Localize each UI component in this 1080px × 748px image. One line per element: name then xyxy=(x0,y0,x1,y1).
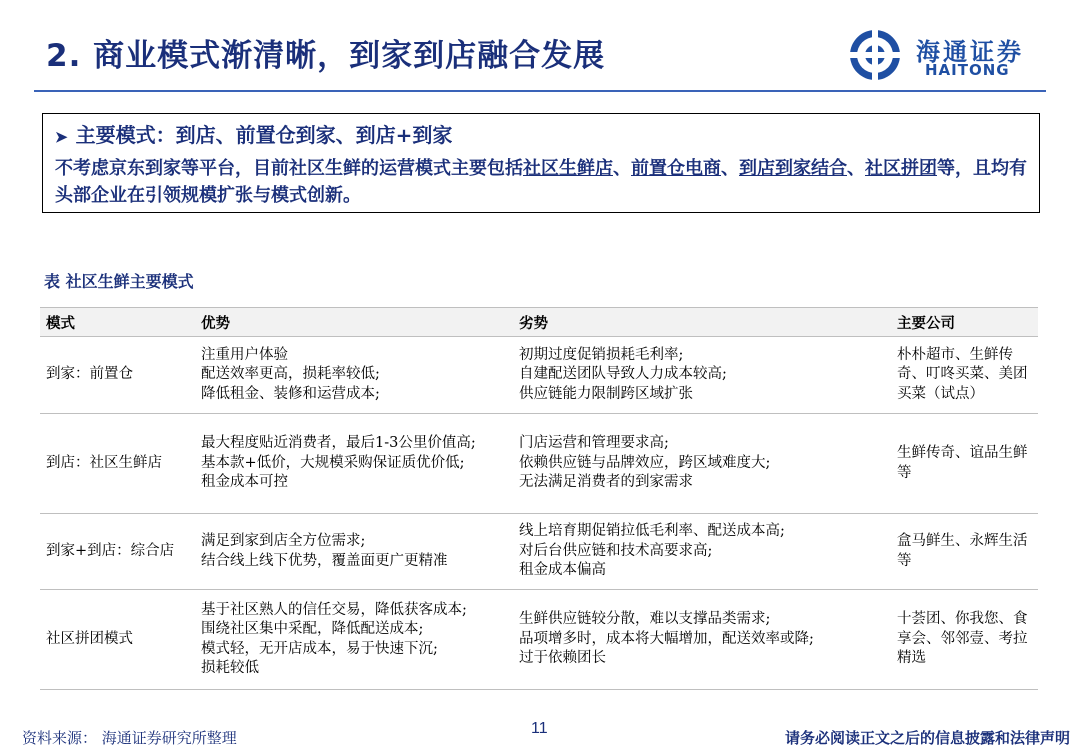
cons-line: 依赖供应链与品牌效应，跨区域难度大; xyxy=(519,454,771,471)
column-header: 主要公司 xyxy=(891,308,1038,337)
cons-line: 无法满足消费者的到家需求 xyxy=(519,474,693,491)
table-row xyxy=(40,414,1038,514)
cons-line: 生鲜供应链较分散，难以支撑品类需求; xyxy=(519,611,771,628)
summary-link-front-warehouse: 前置仓电商 xyxy=(631,158,721,179)
bullet-arrow-icon: ➤ xyxy=(55,128,68,146)
cons-line: 门店运营和管理要求高; xyxy=(519,435,669,452)
pros-line: 损耗较低 xyxy=(201,660,259,676)
summary-text xyxy=(55,155,1027,209)
companies-cell: 十荟团、你我您、食享会、邻邻壹、考拉精选 xyxy=(891,590,1038,690)
summary-segment: 、 xyxy=(721,158,739,179)
cons-line: 供应链能力限制跨区域扩张 xyxy=(519,385,693,402)
disclaimer-note: 请务必阅读正文之后的信息披露和法律声明 xyxy=(784,729,1070,747)
pros-line: 基本款+低价，大规模采购保证质优价低; xyxy=(201,454,465,471)
pros-cell xyxy=(195,414,513,514)
table-caption: 表 社区生鲜主要模式 xyxy=(44,272,194,291)
summary-link-community-store: 社区生鲜店 xyxy=(523,158,613,179)
column-header: 优势 xyxy=(195,308,513,337)
table-row xyxy=(40,514,1038,590)
page-number: 11 xyxy=(531,720,548,737)
haitong-logo-icon xyxy=(848,28,902,82)
mode-cell: 社区拼团模式 xyxy=(40,590,195,690)
summary-segment: 、 xyxy=(847,158,865,179)
pros-cell xyxy=(195,337,513,414)
logo-chinese-name: 海通证券 xyxy=(916,38,1024,66)
cons-cell xyxy=(513,590,891,690)
companies-cell: 生鲜传奇、谊品生鲜等 xyxy=(891,414,1038,514)
pros-cell xyxy=(195,590,513,690)
pros-cell xyxy=(195,514,513,590)
cons-line: 租金成本偏高 xyxy=(519,562,606,579)
column-header: 模式 xyxy=(40,308,195,337)
cons-line: 品项增多时，成本将大幅增加，配送效率或降; xyxy=(519,630,814,647)
mode-cell: 到店：社区生鲜店 xyxy=(40,414,195,514)
column-header: 劣势 xyxy=(513,308,891,337)
pros-line: 最大程度贴近消费者，最后1-3公里价值高; xyxy=(201,435,476,452)
summary-link-group-buy: 社区拼团 xyxy=(865,158,937,179)
mode-cell: 到家+到店：综合店 xyxy=(40,514,195,590)
page-title: 2. 商业模式渐清晰，到家到店融合发展 xyxy=(46,38,606,74)
source-note: 资料来源： 海通证券研究所整理 xyxy=(22,729,237,747)
title-divider xyxy=(34,90,1046,92)
pros-line: 租金成本可控 xyxy=(201,474,288,491)
cons-line: 线上培育期促销拉低毛利率、配送成本高; xyxy=(519,523,785,540)
summary-heading-text: 主要模式：到店、前置仓到家、到店+到家 xyxy=(75,123,453,147)
pros-line: 注重用户体验 xyxy=(201,346,288,363)
modes-table xyxy=(40,307,1038,690)
cons-line: 自建配送团队导致人力成本较高; xyxy=(519,366,727,383)
companies-cell: 盒马鲜生、永辉生活等 xyxy=(891,514,1038,590)
cons-cell xyxy=(513,337,891,414)
summary-segment: 不考虑京东到家等平台，目前社区生鲜的运营模式主要包括 xyxy=(55,158,523,179)
company-logo xyxy=(848,28,1048,82)
pros-line: 结合线上线下优势，覆盖面更广更精准 xyxy=(201,552,448,569)
summary-box xyxy=(42,113,1040,213)
logo-english-name: HAITONG xyxy=(925,61,1010,79)
summary-link-store-home: 到店到家结合 xyxy=(739,158,847,179)
cons-cell xyxy=(513,514,891,590)
pros-line: 满足到家到店全方位需求; xyxy=(201,533,366,549)
companies-cell: 朴朴超市、生鲜传奇、叮咚买菜、美团买菜（试点） xyxy=(891,337,1038,414)
pros-line: 基于社区熟人的信任交易，降低获客成本; xyxy=(201,601,467,618)
cons-line: 过于依赖团长 xyxy=(519,650,606,667)
table-row xyxy=(40,590,1038,690)
table-row xyxy=(40,337,1038,414)
pros-line: 围绕社区集中采配，降低配送成本; xyxy=(201,621,424,637)
summary-segment: 等，且均有头部企业在引领规模扩张与模式创新。 xyxy=(55,158,1027,206)
summary-heading xyxy=(55,120,1027,152)
cons-cell xyxy=(513,414,891,514)
cons-line: 对后台供应链和技术高要求高; xyxy=(519,542,713,559)
pros-line: 降低租金、装修和运营成本; xyxy=(201,385,380,402)
pros-line: 配送效率更高，损耗率较低; xyxy=(201,366,380,383)
pros-line: 模式轻，无开店成本，易于快速下沉; xyxy=(201,640,438,657)
summary-segment: 、 xyxy=(613,158,631,179)
mode-cell: 到家：前置仓 xyxy=(40,337,195,414)
cons-line: 初期过度促销损耗毛利率; xyxy=(519,346,684,363)
table-header-row xyxy=(40,308,1038,337)
